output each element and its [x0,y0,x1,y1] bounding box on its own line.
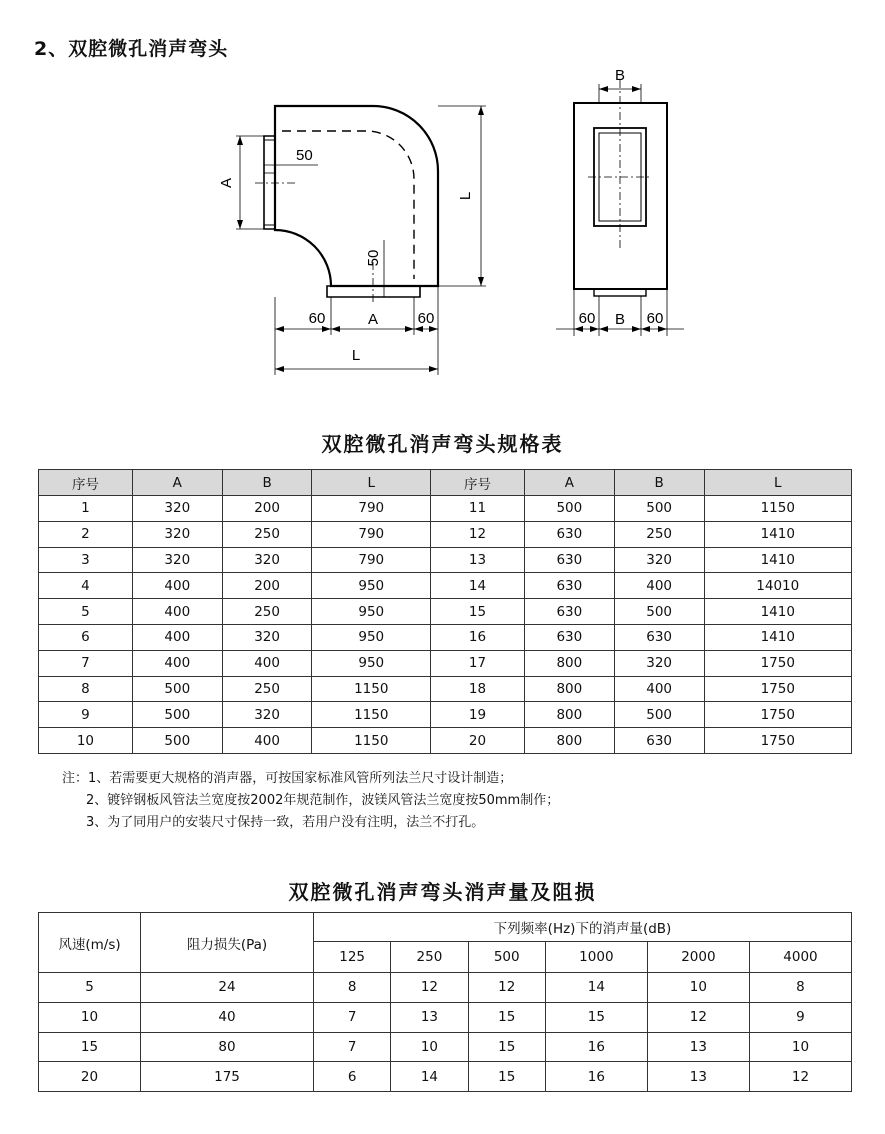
atten-freq-header: 4000 [749,942,851,973]
atten-cell: 8 [314,973,391,1003]
spec-cell: 320 [132,521,222,547]
atten-cell: 15 [545,1002,647,1032]
dim-60-left: 60 [308,310,326,327]
atten-cell: 5 [39,973,141,1003]
dim-b-top: B [614,67,626,84]
atten-header-row-1 [39,913,852,942]
spec-cell: 630 [524,624,614,650]
side-view-body [574,103,667,289]
spec-header: L [704,470,851,496]
spec-cell: 1150 [312,702,431,728]
spec-cell: 10 [39,728,133,754]
spec-cell: 630 [524,573,614,599]
spec-cell: 950 [312,573,431,599]
atten-cell: 15 [468,1032,545,1062]
spec-cell: 950 [312,624,431,650]
atten-table-row [39,1062,852,1092]
atten-freq-header: 2000 [647,942,749,973]
spec-cell: 1 [39,496,133,522]
atten-cell: 15 [468,1062,545,1092]
spec-table-row [39,702,852,728]
spec-cell: 1150 [704,496,851,522]
spec-cell: 13 [431,547,525,573]
spec-cell: 400 [132,650,222,676]
spec-cell: 800 [524,728,614,754]
spec-cell: 400 [614,676,704,702]
spec-table-row [39,728,852,754]
spec-cell: 500 [524,496,614,522]
spec-cell: 500 [614,496,704,522]
atten-cell: 12 [468,973,545,1003]
spec-cell: 4 [39,573,133,599]
atten-cell: 12 [749,1062,851,1092]
spec-cell: 320 [132,496,222,522]
atten-freq-header: 500 [468,942,545,973]
atten-cell: 10 [391,1032,468,1062]
atten-cell: 13 [647,1062,749,1092]
spec-header-row [39,470,852,496]
spec-cell: 400 [222,650,312,676]
side-dim-60-left: 60 [578,310,596,327]
spec-cell: 320 [614,650,704,676]
atten-cell: 9 [749,1002,851,1032]
spec-cell: 20 [431,728,525,754]
spec-cell: 630 [614,624,704,650]
atten-cell: 7 [314,1032,391,1062]
spec-cell: 12 [431,521,525,547]
atten-cell: 10 [39,1002,141,1032]
atten-table-body [39,973,852,1092]
side-dim-60-right: 60 [646,310,664,327]
spec-cell: 500 [614,599,704,625]
spec-cell: 250 [614,521,704,547]
spec-cell: 17 [431,650,525,676]
spec-cell: 320 [222,702,312,728]
spec-cell: 320 [132,547,222,573]
spec-header: 序号 [39,470,133,496]
spec-table-row [39,496,852,522]
atten-cell: 13 [391,1002,468,1032]
spec-cell: 630 [614,728,704,754]
spec-table-body [39,496,852,754]
spec-cell: 500 [132,702,222,728]
atten-cell: 13 [647,1032,749,1062]
dim-l-right: L [457,191,474,201]
spec-cell: 500 [132,728,222,754]
spec-cell: 1150 [312,676,431,702]
spec-cell: 630 [524,521,614,547]
spec-header: 序号 [431,470,525,496]
spec-header: B [614,470,704,496]
spec-cell: 1150 [312,728,431,754]
atten-cell: 7 [314,1002,391,1032]
spec-cell: 14010 [704,573,851,599]
atten-cell: 15 [468,1002,545,1032]
spec-table-row [39,650,852,676]
spec-table-row [39,573,852,599]
spec-cell: 15 [431,599,525,625]
notes [62,768,559,834]
side-view-bottom-flange [594,289,646,296]
atten-table-row [39,973,852,1003]
outlet-flange [327,286,420,297]
spec-table-row [39,547,852,573]
spec-cell: 7 [39,650,133,676]
atten-cell: 10 [749,1032,851,1062]
spec-cell: 790 [312,521,431,547]
spec-cell: 19 [431,702,525,728]
atten-cell: 16 [545,1062,647,1092]
atten-table-row [39,1032,852,1062]
atten-table-row [39,1002,852,1032]
spec-cell: 790 [312,496,431,522]
spec-cell: 1750 [704,728,851,754]
atten-cell: 8 [749,973,851,1003]
spec-cell: 950 [312,650,431,676]
spec-table [38,469,852,754]
spec-cell: 250 [222,521,312,547]
inlet-flange [264,136,275,229]
spec-cell: 400 [132,573,222,599]
spec-cell: 250 [222,599,312,625]
spec-cell: 1410 [704,624,851,650]
spec-cell: 630 [524,599,614,625]
spec-header: B [222,470,312,496]
atten-freq-header: 1000 [545,942,647,973]
spec-cell: 6 [39,624,133,650]
spec-cell: 11 [431,496,525,522]
dim-50-bottom: 50 [365,249,382,267]
spec-table-title: 双腔微孔消声弯头规格表 [321,432,564,456]
spec-cell: 400 [132,624,222,650]
spec-cell: 320 [614,547,704,573]
note-2: 2、镀锌钢板风管法兰宽度按2002年规范制作，波镁风管法兰宽度按50mm制作； [86,793,560,808]
dim-60-right: 60 [417,310,435,327]
dim-a-left: A [218,177,235,189]
attenuation-table [38,912,852,1092]
note-3: 3、为了同用户的安装尺寸保持一致，若用户没有注明，法兰不打孔。 [86,815,485,830]
spec-cell: 1750 [704,702,851,728]
atten-cell: 24 [141,973,314,1003]
side-dim-b-bottom: B [614,311,626,328]
spec-cell: 950 [312,599,431,625]
spec-header: L [312,470,431,496]
spec-cell: 800 [524,676,614,702]
dim-50-top-label: 50 [296,147,313,164]
spec-cell: 200 [222,496,312,522]
atten-header-freq-group: 下列频率(Hz)下的消声量(dB) [314,913,852,942]
atten-table-title: 双腔微孔消声弯头消声量及阻损 [288,880,597,904]
spec-cell: 400 [614,573,704,599]
atten-cell: 10 [647,973,749,1003]
atten-cell: 175 [141,1062,314,1092]
spec-cell: 16 [431,624,525,650]
atten-cell: 15 [39,1032,141,1062]
spec-cell: 250 [222,676,312,702]
spec-cell: 200 [222,573,312,599]
atten-header-speed: 风速(m/s) [39,913,141,973]
spec-cell: 9 [39,702,133,728]
spec-cell: 400 [132,599,222,625]
atten-cell: 12 [391,973,468,1003]
atten-cell: 6 [314,1062,391,1092]
spec-cell: 790 [312,547,431,573]
atten-cell: 12 [647,1002,749,1032]
spec-table-row [39,521,852,547]
atten-cell: 14 [545,973,647,1003]
spec-cell: 1410 [704,599,851,625]
spec-cell: 500 [132,676,222,702]
spec-cell: 1410 [704,521,851,547]
elbow-outline [275,106,438,286]
spec-cell: 320 [222,624,312,650]
spec-cell: 8 [39,676,133,702]
spec-cell: 1410 [704,547,851,573]
spec-table-row [39,676,852,702]
atten-cell: 80 [141,1032,314,1062]
atten-freq-header: 125 [314,942,391,973]
spec-cell: 3 [39,547,133,573]
spec-cell: 800 [524,650,614,676]
spec-table-row [39,599,852,625]
spec-cell: 800 [524,702,614,728]
spec-cell: 18 [431,676,525,702]
note-1: 注：1、若需要更大规格的消声器，可按国家标准风管所列法兰尺寸设计制造； [62,771,513,786]
spec-header: A [132,470,222,496]
spec-cell: 630 [524,547,614,573]
atten-header-loss: 阻力损失(Pa) [141,913,314,973]
spec-header: A [524,470,614,496]
atten-cell: 16 [545,1032,647,1062]
spec-cell: 500 [614,702,704,728]
section-heading: 2、双腔微孔消声弯头 [34,38,229,60]
atten-freq-header: 250 [391,942,468,973]
spec-cell: 1750 [704,650,851,676]
atten-cell: 14 [391,1062,468,1092]
spec-cell: 320 [222,547,312,573]
spec-cell: 5 [39,599,133,625]
spec-cell: 2 [39,521,133,547]
elbow-drawing [0,0,885,400]
dim-a-bottom: A [367,311,379,328]
atten-cell: 40 [141,1002,314,1032]
spec-cell: 14 [431,573,525,599]
spec-cell: 400 [222,728,312,754]
dim-l-overall: L [351,347,361,364]
spec-table-row [39,624,852,650]
spec-cell: 1750 [704,676,851,702]
atten-cell: 20 [39,1062,141,1092]
